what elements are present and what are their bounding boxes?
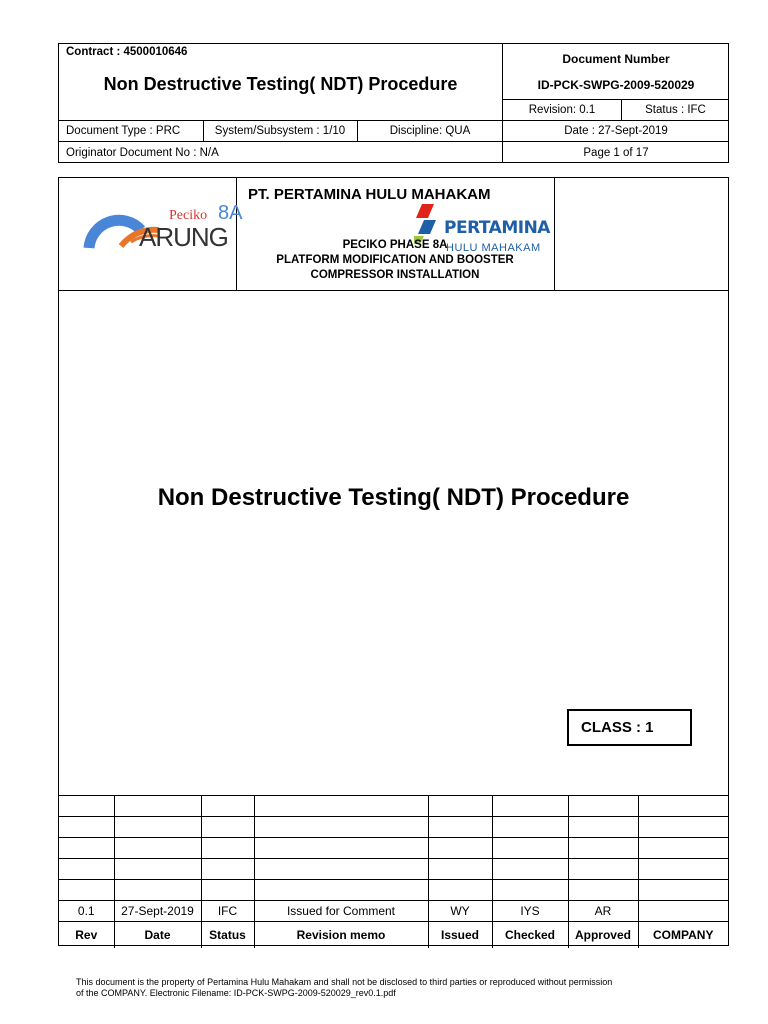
divider <box>554 178 555 290</box>
table-cell <box>201 859 254 880</box>
column-header: Checked <box>492 922 568 949</box>
table-cell <box>114 880 201 901</box>
column-header: Rev <box>59 922 114 949</box>
column-header: Status <box>201 922 254 949</box>
table-cell <box>428 880 492 901</box>
table-cell <box>114 859 201 880</box>
table-cell <box>638 880 728 901</box>
table-cell: 27-Sept-2019 <box>114 901 201 922</box>
table-row <box>59 901 728 922</box>
page-indicator: Page 1 of 17 <box>583 146 649 159</box>
document-type-field: Document Type : PRC <box>66 125 181 137</box>
contract-number: Contract : 4500010646 <box>66 46 188 58</box>
column-header: Date <box>114 922 201 949</box>
class-badge: CLASS : 1 <box>567 709 692 746</box>
table-cell <box>254 817 428 838</box>
discipline-field: Discipline: QUA <box>389 125 471 137</box>
revision-field: Revision: 0.1 <box>528 104 596 116</box>
table-cell <box>568 817 638 838</box>
table-cell <box>254 838 428 859</box>
footer-disclaimer <box>76 977 716 999</box>
table-cell <box>492 880 568 901</box>
table-row <box>59 796 728 817</box>
footer-line-1: This document is the property of Pertamina Hulu Mahakam and shall not be disclosed to third parties or reproduced without permission <box>76 977 613 987</box>
table-cell <box>492 838 568 859</box>
table-cell <box>201 880 254 901</box>
table-cell <box>492 796 568 817</box>
table-cell <box>568 859 638 880</box>
table-cell <box>254 880 428 901</box>
company-name: PT. PERTAMINA HULU MAHAKAM <box>248 186 491 203</box>
table-cell <box>254 796 428 817</box>
system-field: System/Subsystem : 1/10 <box>214 125 346 137</box>
table-cell <box>568 880 638 901</box>
column-header: Revision memo <box>254 922 428 949</box>
divider <box>59 290 728 291</box>
table-cell <box>201 796 254 817</box>
table-cell <box>254 859 428 880</box>
header-table <box>58 43 729 163</box>
table-cell <box>428 838 492 859</box>
table-cell: IFC <box>201 901 254 922</box>
table-cell <box>492 859 568 880</box>
table-cell: Issued for Comment <box>254 901 428 922</box>
table-cell: AR <box>568 901 638 922</box>
column-header: Issued <box>428 922 492 949</box>
table-cell <box>568 796 638 817</box>
table-cell <box>428 817 492 838</box>
pertamina-text: PERTAMINA <box>444 218 550 238</box>
table-cell <box>201 817 254 838</box>
column-header: Approved <box>568 922 638 949</box>
table-cell: 0.1 <box>59 901 114 922</box>
project-line-3: COMPRESSOR INSTALLATION <box>310 269 480 281</box>
table-cell <box>492 817 568 838</box>
column-header: COMPANY <box>638 922 728 949</box>
table-cell <box>638 817 728 838</box>
revision-table <box>59 795 728 948</box>
table-cell <box>638 838 728 859</box>
hulu-mahakam-text: HULU MAHAKAM <box>446 242 541 254</box>
table-row <box>59 838 728 859</box>
date-field: Date : 27-Sept-2019 <box>564 125 668 137</box>
project-line-1: PECIKO PHASE 8A <box>342 239 448 251</box>
arung-text: ARUNG <box>139 222 228 252</box>
table-cell <box>638 901 728 922</box>
table-cell: IYS <box>492 901 568 922</box>
table-cell <box>428 796 492 817</box>
table-cell <box>59 880 114 901</box>
table-cell <box>59 859 114 880</box>
table-row <box>59 880 728 901</box>
table-cell <box>638 859 728 880</box>
table-row <box>59 817 728 838</box>
status-field: Status : IFC <box>645 104 706 116</box>
document-title: Non Destructive Testing( NDT) Procedure <box>157 484 630 511</box>
peciko-text: Peciko <box>169 208 208 223</box>
table-cell <box>638 796 728 817</box>
project-line-2: PLATFORM MODIFICATION AND BOOSTER <box>276 254 514 266</box>
doc-number: ID-PCK-SWPG-2009-520029 <box>537 78 695 92</box>
cover-page-frame <box>58 177 729 946</box>
table-cell <box>428 859 492 880</box>
table-cell <box>59 838 114 859</box>
originator-field: Originator Document No : N/A <box>66 146 219 159</box>
revision-table-header <box>59 922 728 949</box>
table-cell <box>114 817 201 838</box>
header-title: Non Destructive Testing( NDT) Procedure <box>103 73 458 94</box>
table-cell <box>59 817 114 838</box>
peciko-number: 8A <box>218 202 243 224</box>
table-row <box>59 859 728 880</box>
table-cell: WY <box>428 901 492 922</box>
table-cell <box>201 838 254 859</box>
footer-line-2: of the COMPANY. Electronic Filename: ID-PCK-SWPG-2009-520029_rev0.1.pdf <box>76 988 396 998</box>
table-cell <box>114 838 201 859</box>
table-cell <box>59 796 114 817</box>
arung-logo <box>81 200 243 260</box>
doc-number-label: Document Number <box>562 52 670 66</box>
project-name <box>236 238 554 283</box>
table-cell <box>114 796 201 817</box>
table-cell <box>568 838 638 859</box>
